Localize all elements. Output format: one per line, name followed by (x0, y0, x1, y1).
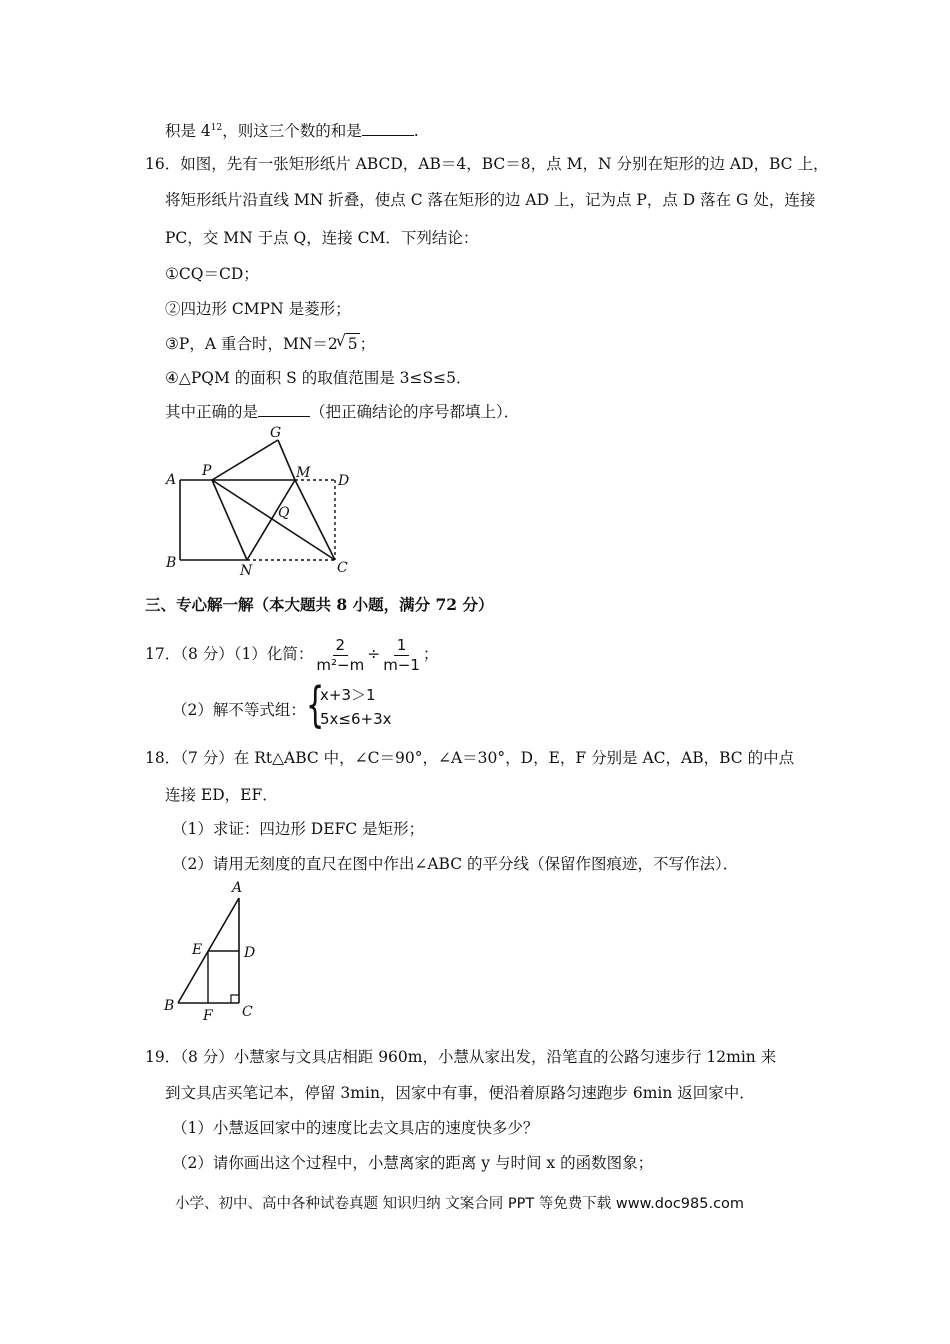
q17-part2: （2）解不等式组： (172, 701, 306, 719)
label-N: N (240, 563, 253, 579)
q17-part1 (145, 633, 438, 677)
q16-conclusion-4: ④△PQM 的面积 S 的取值范围是 3≤S≤5． (165, 369, 472, 387)
q16-conclusion-3 (165, 333, 375, 354)
label-F: F (203, 1008, 213, 1023)
label-P: P (202, 463, 212, 479)
answer-blank[interactable] (362, 121, 414, 136)
q18-part2: （2）请用无刻度的直尺在图中作出∠ABC 的平分线（保留作图痕迹，不写作法）． (172, 855, 739, 873)
label-C: C (337, 560, 348, 576)
q16-conclusion-2: ②四边形 CMPN 是菱形； (165, 300, 351, 318)
q19-part1: （1）小慧返回家中的速度比去文具店的速度快多少？ (172, 1119, 539, 1137)
fraction-1-num: 2 (333, 636, 349, 656)
q15-prefix: 积是 4 (165, 122, 211, 141)
label-B: B (166, 555, 177, 571)
c3-post: ； (359, 335, 376, 353)
brace-icon: { (306, 677, 325, 733)
label-C: C (242, 1004, 253, 1020)
label-G: G (270, 425, 282, 441)
q15-suffix: ，则这三个数的和是 (222, 122, 362, 141)
divide-sign: ÷ (367, 645, 381, 663)
label-M: M (296, 465, 311, 481)
q16-conclusion-1: ①CQ＝CD； (165, 265, 259, 283)
fraction-1 (313, 636, 367, 675)
q19-line2: 到文具店买笔记本，停留 3min，因家中有事，便沿着原路匀速跑步 6min 返回家中． (165, 1084, 755, 1102)
fraction-2-num: 1 (394, 636, 410, 656)
q15-end: . (413, 122, 419, 141)
q18-line2: 连接 ED，EF． (165, 786, 278, 804)
page-footer: 小学、初中、高中各种试卷真题 知识归纳 文案合同 PPT 等免费下载 www.doc985.com (175, 1196, 745, 1212)
q18-line1: 18．（7 分）在 Rt△ABC 中，∠C＝90°，∠A＝30°，D，E，F 分别是 AC，AB，BC 的中点 (145, 749, 795, 767)
inequality-2: 5x≤6+3x (320, 710, 392, 728)
label-Q: Q (278, 505, 290, 521)
q19-part2: （2）请你画出这个过程中，小慧离家的距离 y 与时间 x 的函数图象； (172, 1154, 654, 1172)
q19-line1: 19．（8 分）小慧家与文具店相距 960m，小慧从家出发，沿笔直的公路匀速步行 12min 来 (145, 1048, 777, 1066)
q16-line3: PC，交 MN 于点 Q，连接 CM．下列结论： (165, 229, 479, 247)
label-D: D (244, 945, 256, 961)
sqrt-icon: √ (335, 331, 346, 350)
q16-ask (165, 402, 519, 422)
fraction-2 (380, 636, 423, 675)
q15-exponent: 12 (210, 123, 223, 133)
q17-head: 17．（8 分）（1）化简： (145, 645, 314, 663)
q18-part1: （1）求证：四边形 DEFC 是矩形； (172, 820, 425, 838)
label-A: A (232, 880, 243, 896)
c3-radicand: 5 (347, 335, 358, 353)
label-A: A (166, 472, 177, 488)
q18-figure (158, 878, 268, 1023)
q16-figure (160, 425, 360, 580)
sqrt-radicand (335, 331, 360, 354)
label-E: E (192, 942, 203, 958)
inequality-1: x+3＞1 (320, 686, 376, 704)
fraction-2-den: m−1 (383, 655, 420, 674)
q17-tail: ； (422, 645, 439, 663)
q16-line2: 将矩形纸片沿直线 MN 折叠，使点 C 落在矩形的边 AD 上，记为点 P，点 D 落在 G 处，连接 (165, 191, 816, 209)
section-3-heading: 三、专心解一解（本大题共 8 小题，满分 72 分） (145, 595, 494, 614)
label-B: B (164, 998, 175, 1014)
c3-prefix: ③P，A 重合时，MN＝2 (165, 335, 338, 353)
q15-tail (165, 118, 419, 141)
q16-line1: 16．如图，先有一张矩形纸片 ABCD，AB＝4，BC＝8，点 M，N 分别在矩形的边 AD，BC 上， (145, 155, 829, 173)
ask-suffix: （把正确结论的序号都填上）． (310, 403, 520, 421)
label-D: D (338, 473, 350, 489)
answer-blank[interactable] (258, 402, 310, 417)
fraction-1-den: m²−m (316, 655, 365, 674)
ask-prefix: 其中正确的是 (165, 403, 259, 421)
